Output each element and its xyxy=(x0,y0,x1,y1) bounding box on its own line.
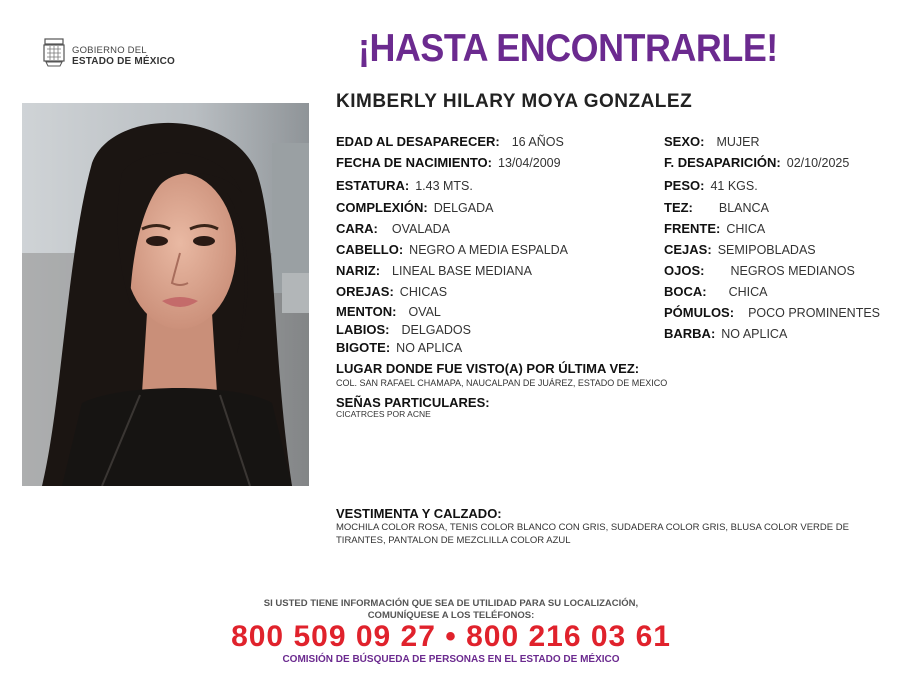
field-value: NEGROS MEDIANOS xyxy=(730,264,855,278)
government-logo xyxy=(42,37,182,71)
field-label: OREJAS: xyxy=(336,284,394,299)
field-label: LABIOS: xyxy=(336,322,390,337)
logo-line-1: GOBIERNO DEL xyxy=(72,45,147,56)
field-row xyxy=(336,284,447,299)
field-row xyxy=(664,326,787,341)
field-label: SEXO: xyxy=(664,134,705,149)
field-row xyxy=(664,178,758,193)
field-label: PESO: xyxy=(664,178,705,193)
field-value: CHICA xyxy=(728,285,768,299)
field-value: LINEAL BASE MEDIANA xyxy=(392,264,532,278)
field-label: FRENTE: xyxy=(664,221,721,236)
field-label: CABELLO: xyxy=(336,242,404,257)
field-row xyxy=(336,134,564,149)
field-value: 13/04/2009 xyxy=(498,156,561,170)
field-label: CARA: xyxy=(336,221,378,236)
phone-numbers: 800 509 09 27 • 800 216 03 61 xyxy=(231,620,671,653)
field-row xyxy=(336,200,493,215)
field-value: MUJER xyxy=(716,135,760,149)
field-row xyxy=(664,284,768,299)
field-value: CHICAS xyxy=(399,285,448,299)
distinguishing-marks-value: CICATRCES POR ACNE xyxy=(336,409,431,419)
field-value: 41 KGS. xyxy=(710,179,758,193)
field-label: COMPLEXIÓN: xyxy=(336,200,428,215)
field-label: BIGOTE: xyxy=(336,340,391,355)
field-row xyxy=(664,200,769,215)
field-value: 02/10/2025 xyxy=(786,156,850,170)
agency-name: COMISIÓN DE BÚSQUEDA DE PERSONAS EN EL ESTADO DE MÉXICO xyxy=(282,654,620,665)
field-row xyxy=(336,322,471,337)
field-row xyxy=(664,305,880,320)
footer-info-line-2: COMUNÍQUESE A LOS TELÉFONOS: xyxy=(367,610,535,621)
field-label: MENTON: xyxy=(336,304,397,319)
field-label: F. DESAPARICIÓN: xyxy=(664,155,781,170)
clothing-value: MOCHILA COLOR ROSA, TENIS COLOR BLANCO CON GRIS, SUDADERA COLOR GRIS, BLUSA COLOR VERDE DE TIRANTES, PANTALON DE MEZCLILLA COLOR AZUL xyxy=(336,522,849,546)
field-label: BOCA: xyxy=(664,284,707,299)
field-row xyxy=(336,304,441,319)
distinguishing-marks-label: SEÑAS PARTICULARES: xyxy=(336,395,490,410)
field-label: FECHA DE NACIMIENTO: xyxy=(336,155,492,170)
logo-line-2: ESTADO DE MÉXICO xyxy=(72,56,176,67)
field-value: OVALADA xyxy=(391,222,451,236)
field-value: OVAL xyxy=(408,305,441,319)
field-label: BARBA: xyxy=(664,326,716,341)
field-row xyxy=(336,178,473,193)
field-row xyxy=(664,242,816,257)
field-label: OJOS: xyxy=(664,263,705,278)
field-row xyxy=(664,134,760,149)
field-row xyxy=(664,263,855,278)
field-label: EDAD AL DESAPARECER: xyxy=(336,134,500,149)
footer-info-line-1: SI USTED TIENE INFORMACIÓN QUE SEA DE UTILIDAD PARA SU LOCALIZACIÓN, xyxy=(263,598,639,609)
field-value: NO APLICA xyxy=(721,327,788,341)
missing-person-photo xyxy=(22,103,309,486)
field-label: PÓMULOS: xyxy=(664,305,735,320)
field-row xyxy=(336,340,462,355)
field-row xyxy=(336,242,568,257)
field-row xyxy=(664,221,765,236)
field-row xyxy=(336,221,450,236)
field-label: NARIZ: xyxy=(336,263,381,278)
field-label: TEZ: xyxy=(664,200,693,215)
coat-of-arms-icon xyxy=(42,37,66,69)
field-row xyxy=(336,263,532,278)
footer-info xyxy=(0,598,902,622)
last-seen-label: LUGAR DONDE FUE VISTO(A) POR ÚLTIMA VEZ: xyxy=(336,361,640,376)
field-row xyxy=(336,155,561,170)
field-value: CHICA xyxy=(726,222,766,236)
portrait-image xyxy=(22,103,309,486)
field-value: POCO PROMINENTES xyxy=(748,306,881,320)
field-value: DELGADOS xyxy=(401,323,471,337)
field-value: 1.43 MTS. xyxy=(415,179,473,193)
field-label: CEJAS: xyxy=(664,242,712,257)
field-value: NEGRO A MEDIA ESPALDA xyxy=(409,243,569,257)
field-value: NO APLICA xyxy=(396,341,463,355)
field-value: DELGADA xyxy=(433,201,494,215)
field-value: SEMIPOBLADAS xyxy=(717,243,816,257)
last-seen-value: COL. SAN RAFAEL CHAMAPA, NAUCALPAN DE JUÁREZ, ESTADO DE MEXICO xyxy=(336,378,668,388)
clothing-label: VESTIMENTA Y CALZADO: xyxy=(336,506,502,521)
person-name: KIMBERLY HILARY MOYA GONZALEZ xyxy=(336,91,693,112)
headline: ¡HASTA ENCONTRARLE! xyxy=(358,27,778,70)
field-value: BLANCA xyxy=(718,201,769,215)
field-row xyxy=(664,155,849,170)
field-value: 16 AÑOS xyxy=(511,135,564,149)
field-label: ESTATURA: xyxy=(336,178,410,193)
